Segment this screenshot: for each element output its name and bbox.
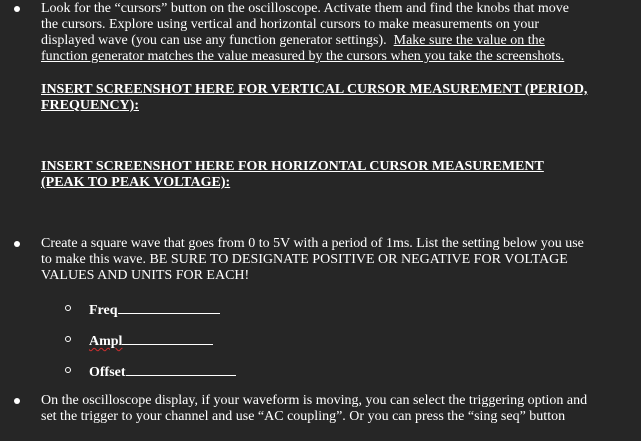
- square-wave-line-2: to make this wave. BE SURE TO DESIGNATE POSITIVE OR NEGATIVE FOR VOLTAGE: [41, 252, 568, 267]
- trigger-line-2: set the trigger to your channel and use “AC coupling”. Or you can press the “sing seq” button: [41, 409, 566, 424]
- cursor-instructions-line-2: the cursors. Explore using vertical and horizontal cursors to make measurements on your: [41, 17, 540, 32]
- bullet-1-marker: [14, 6, 20, 12]
- freq-field: [89, 300, 220, 319]
- vertical-cursor-heading: [41, 82, 631, 114]
- square-wave-line-3: VALUES AND UNITS FOR EACH!: [41, 268, 250, 283]
- freq-marker: [65, 305, 71, 311]
- cursor-instructions-line-1: Look for the “cursors” button on the oscilloscope. Activate them and find the knobs that move: [41, 1, 569, 16]
- match-value-note-part-2: function generator matches the value measured by the cursors when you take the screenshots.: [41, 49, 565, 64]
- freq-blank[interactable]: [118, 300, 220, 314]
- bullet-3-marker: [14, 398, 20, 404]
- offset-marker: [65, 367, 71, 373]
- horizontal-cursor-heading: [41, 159, 631, 191]
- match-value-note-part-1: Make sure the value on the: [393, 33, 545, 48]
- vertical-cursor-heading-line-2: FREQUENCY):: [41, 98, 139, 113]
- ampl-marker: [65, 336, 71, 342]
- cursor-instructions-paragraph: [41, 1, 631, 65]
- square-wave-paragraph: [41, 236, 631, 284]
- offset-blank[interactable]: [126, 362, 236, 376]
- horizontal-cursor-heading-line-2: (PEAK TO PEAK VOLTAGE):: [41, 175, 231, 190]
- trigger-paragraph: [41, 393, 631, 425]
- ampl-blank[interactable]: [122, 331, 213, 345]
- cursor-instructions-line-3: [41, 33, 631, 49]
- trigger-line-1: On the oscilloscope display, if your waveform is moving, you can select the triggering option and: [41, 393, 588, 408]
- cursor-instructions-line-3-text: displayed wave (you can use any function generator settings).: [41, 33, 394, 48]
- vertical-cursor-heading-line-1: INSERT SCREENSHOT HERE FOR VERTICAL CURSOR MEASUREMENT (PERIOD,: [41, 82, 588, 97]
- square-wave-line-1: Create a square wave that goes from 0 to 5V with a period of 1ms. List the setting below you use: [41, 236, 584, 251]
- offset-label: Offset: [89, 365, 126, 380]
- ampl-field: [89, 331, 213, 350]
- offset-field: [89, 362, 236, 381]
- freq-label: Freq: [89, 303, 118, 318]
- horizontal-cursor-heading-line-1: INSERT SCREENSHOT HERE FOR HORIZONTAL CURSOR MEASUREMENT: [41, 159, 544, 174]
- ampl-label: Ampl: [89, 334, 123, 349]
- bullet-2-marker: [14, 241, 20, 247]
